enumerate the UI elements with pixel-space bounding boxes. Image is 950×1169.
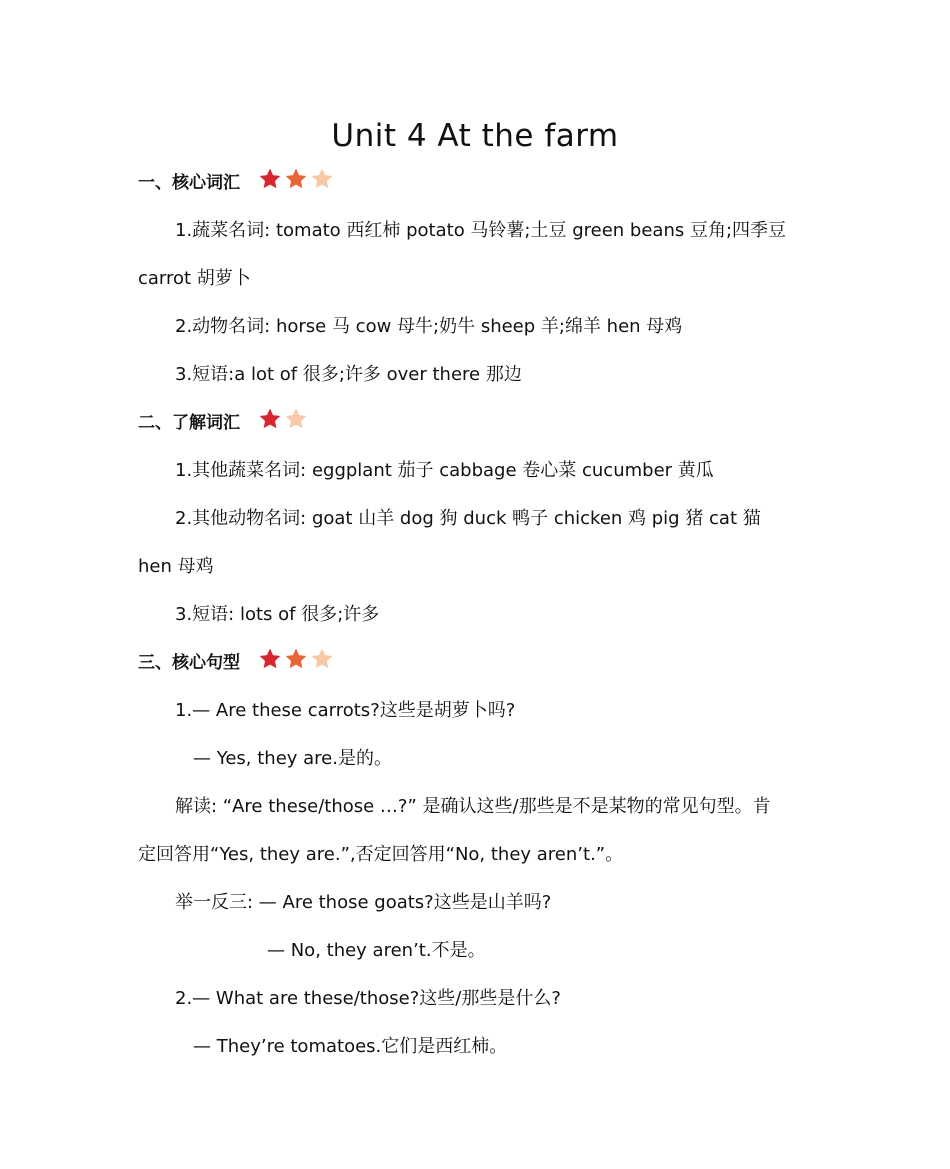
star-faded-icon [310,167,334,191]
star-icon [258,647,282,671]
sentence-line: — They’re tomatoes.它们是西红柿。 [193,1036,508,1057]
vocab-line: 2.其他动物名词: goat 山羊 dog 狗 duck 鸭子 chicken 鸡 pig 猪 cat 猫 [175,508,761,529]
star-faded-icon [310,647,334,671]
vocab-line: hen 母鸡 [138,556,214,577]
section-heading-text: 二、了解词汇 [138,413,240,433]
section-heading-core-vocabulary [138,170,336,196]
explanation-line: 解读: “Are these/those …?” 是确认这些/那些是不是某物的常见句型。肯 [175,796,771,817]
star-icon [258,167,282,191]
vocab-line: carrot 胡萝卜 [138,268,251,289]
vocab-line: 1.蔬菜名词: tomato 西红柿 potato 马铃薯;土豆 green beans 豆角;四季豆 [175,220,787,241]
example-line: 举一反三: — Are those goats?这些是山羊吗? [175,892,552,913]
star-faded-icon [284,407,308,431]
star-icon [284,167,308,191]
section-heading-core-sentences [138,650,336,676]
section-heading-extra-vocabulary [138,410,310,436]
page-title: Unit 4 At the farm [331,118,619,154]
star-icon [284,647,308,671]
rating-stars [258,647,336,671]
rating-stars [258,407,310,431]
vocab-line: 3.短语: lots of 很多;许多 [175,604,380,625]
sentence-line: — Yes, they are.是的。 [193,748,392,769]
section-heading-text: 三、核心句型 [138,653,240,673]
vocab-line: 1.其他蔬菜名词: eggplant 茄子 cabbage 卷心菜 cucumber 黄瓜 [175,460,714,481]
example-line: — No, they aren’t.不是。 [267,940,486,961]
vocab-line: 2.动物名词: horse 马 cow 母牛;奶牛 sheep 羊;绵羊 hen 母鸡 [175,316,683,337]
sentence-line: 1.— Are these carrots?这些是胡萝卜吗? [175,700,516,721]
explanation-line: 定回答用“Yes, they are.”,否定回答用“No, they aren’t.”。 [138,844,624,865]
sentence-line: 2.— What are these/those?这些/那些是什么? [175,988,561,1009]
rating-stars [258,167,336,191]
section-heading-text: 一、核心词汇 [138,173,240,193]
vocab-line: 3.短语:a lot of 很多;许多 over there 那边 [175,364,522,385]
star-icon [258,407,282,431]
